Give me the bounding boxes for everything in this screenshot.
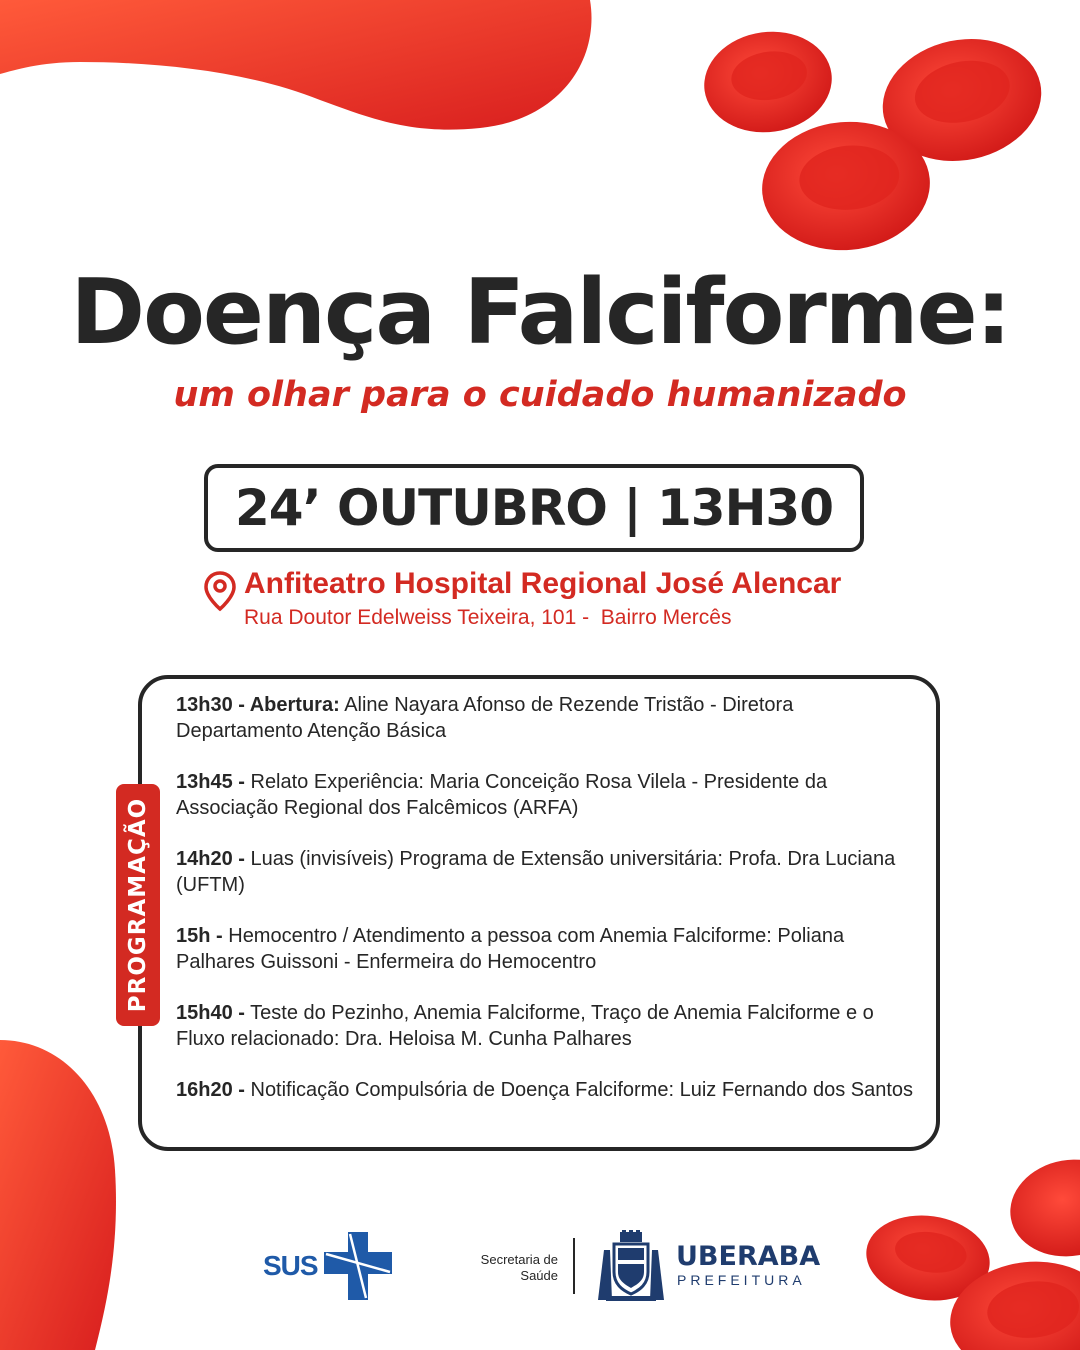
program-item-text: Notificação Compulsória de Doença Falciforme: Luiz Fernando dos Santos — [244, 1079, 914, 1101]
page-title: Doença Falciforme: — [70, 260, 1010, 365]
blood-cell — [1003, 1150, 1080, 1265]
page-subtitle: um olhar para o cuidado humanizado — [173, 375, 907, 415]
uberaba-crest-logo — [596, 1230, 666, 1302]
top-left-blob — [0, 0, 592, 130]
secretaria-line2: Saúde — [520, 1268, 558, 1283]
program-list — [176, 692, 916, 1128]
program-item — [176, 692, 916, 744]
program-item-text: Teste do Pezinho, Anemia Falciforme, Traço de Anemia Falciforme e o Fluxo relacionado: Dra. Heloisa M. Cunha Palhares — [176, 1002, 874, 1050]
program-item-time: 13h30 - Abertura: — [176, 694, 340, 716]
program-item — [176, 923, 916, 975]
program-item-text: Hemocentro / Atendimento a pessoa com Anemia Falciforme: Poliana Palhares Guissoni - Enfermeira do Hemocentro — [176, 925, 845, 973]
program-item-time: 16h20 - — [176, 1079, 245, 1101]
secretaria-label — [462, 1252, 558, 1284]
program-item — [176, 1077, 916, 1103]
program-item-time: 14h20 - — [176, 848, 245, 870]
program-item — [176, 846, 916, 898]
venue-address: Rua Doutor Edelweiss Teixeira, 101 - Bairro Mercês — [244, 606, 732, 629]
bottom-left-blob — [0, 1040, 116, 1350]
program-tab — [116, 784, 160, 1026]
blood-cell — [945, 1254, 1080, 1350]
prefeitura-logo-text: PREFEITURA — [677, 1272, 806, 1288]
date-time-box — [204, 464, 864, 552]
location-pin-icon — [203, 570, 237, 612]
sus-logo-text: SUS — [263, 1250, 318, 1281]
blood-cell — [871, 25, 1052, 176]
date-time-label: 24’ OUTUBRO | 13H30 — [235, 479, 833, 537]
program-item — [176, 1000, 916, 1052]
blood-cell — [698, 24, 839, 141]
program-item-time: 13h45 - — [176, 771, 245, 793]
program-item — [176, 769, 916, 821]
footer-divider — [573, 1238, 575, 1294]
secretaria-line1: Secretaria de — [480, 1252, 558, 1267]
blood-cell — [861, 1208, 995, 1308]
blood-cell — [757, 115, 936, 257]
program-item-text: Luas (invisíveis) Programa de Extensão universitária: Profa. Dra Luciana (UFTM) — [176, 848, 896, 896]
uberaba-logo-text: UBERABA — [676, 1241, 821, 1272]
program-item-text: Relato Experiência: Maria Conceição Rosa Vilela - Presidente da Associação Regional dos Falcêmicos (ARFA) — [176, 771, 828, 819]
program-item-time: 15h40 - — [176, 1002, 245, 1024]
program-item-text: Aline Nayara Afonso de Rezende Tristão - Diretora Departamento Atenção Básica — [176, 694, 794, 742]
venue-name: Anfiteatro Hospital Regional José Alencar — [244, 567, 842, 600]
program-item-time: 15h - — [176, 925, 223, 947]
program-tab-label: PROGRAMAÇÃO — [125, 797, 151, 1013]
